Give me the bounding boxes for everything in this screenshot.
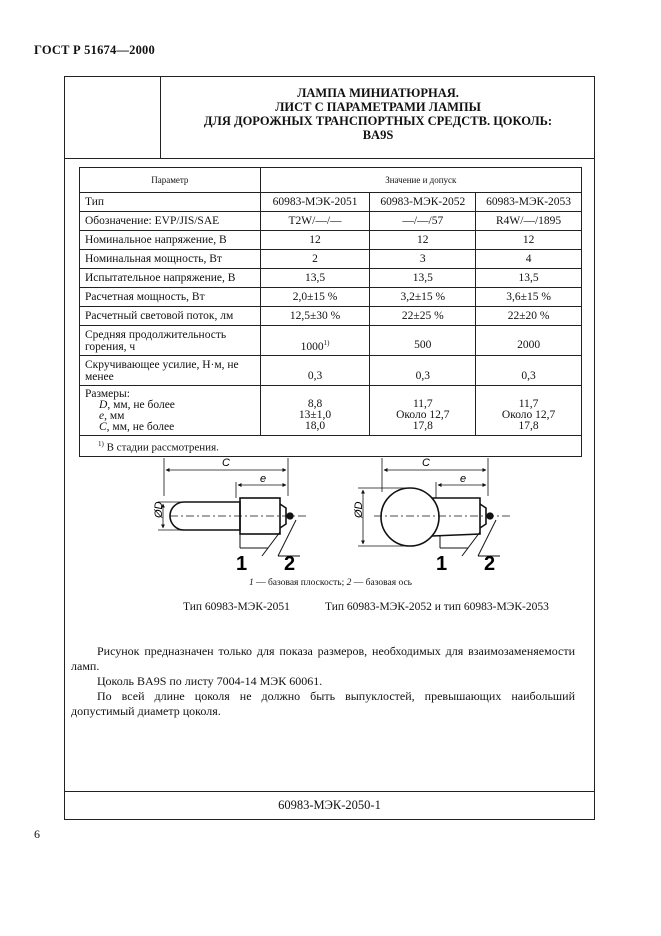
caption-text: — базовая ось — [351, 578, 413, 588]
value-cell: 0,3 — [260, 356, 370, 386]
table-row — [80, 307, 582, 326]
title-line: BA9S — [362, 128, 394, 142]
lamp-drawings — [140, 452, 530, 572]
lamp-2052-label-d: ØD — [353, 501, 365, 518]
table-row-dimensions — [80, 386, 582, 436]
page-number: 6 — [34, 827, 40, 841]
type-label-left: Тип 60983-МЭК-2051 — [183, 601, 290, 613]
value-cell: 4 — [476, 250, 582, 269]
lamp-2051-label-1: 1 — [236, 553, 248, 572]
dim-value: 8,8 — [307, 398, 323, 410]
footnote-text: В стадии рассмотрения. — [106, 441, 219, 454]
lamp-2052-label-2: 2 — [484, 553, 496, 572]
title-line: ДЛЯ ДОРОЖНЫХ ТРАНСПОРТНЫХ СРЕДСТВ. ЦОКОЛЬ: — [203, 114, 553, 128]
lamp-2052-drawing — [358, 458, 510, 556]
value-cell: 12,5±30 % — [260, 307, 370, 326]
param-cell: Скручивающее усилие, Н·м, не менее — [80, 356, 261, 386]
value-cell: T2W/—/— — [260, 212, 370, 231]
caption-text: — базовая плоскость; — [253, 578, 347, 588]
param-cell: Номинальная мощность, Вт — [80, 250, 261, 269]
value-cell — [260, 386, 370, 436]
parameters-table — [79, 167, 582, 457]
value-cell — [370, 386, 476, 436]
dim-symbol: C — [99, 420, 107, 433]
value-cell: R4W/—/1895 — [476, 212, 582, 231]
dim-text: , мм, не более — [107, 398, 175, 411]
param-cell — [80, 386, 261, 436]
dim-value: Около 12,7 — [396, 409, 450, 421]
dim-value: Около 12,7 — [501, 409, 556, 421]
value-cell: —/—/57 — [370, 212, 476, 231]
paragraph: Рисунок предназначен только для показа размеров, необходимых для взаимозаменяемости ламп. — [71, 644, 575, 673]
value-cell: 3,6±15 % — [476, 288, 582, 307]
lamp-2051-label-2: 2 — [284, 553, 296, 572]
lamp-2051-label-c: C — [222, 457, 230, 469]
param-cell: Расчетный световой поток, лм — [80, 307, 261, 326]
title-line: ЛАМПА МИНИАТЮРНАЯ. — [297, 86, 459, 100]
value-cell: 3 — [370, 250, 476, 269]
value-cell — [476, 386, 582, 436]
table-row — [80, 212, 582, 231]
figure-caption — [0, 578, 661, 588]
dim-value: 18,0 — [304, 420, 326, 432]
table-row — [80, 193, 582, 212]
param-cell: Номинальное напряжение, В — [80, 231, 261, 250]
caption-ref-1: 1 — [248, 578, 254, 588]
dim-value: 17,8 — [412, 420, 433, 432]
value-cell: 60983-МЭК-2051 — [260, 193, 370, 212]
sheet-title — [161, 86, 595, 142]
value-cell: 12 — [476, 231, 582, 250]
value-cell: 22±20 % — [476, 307, 582, 326]
title-block — [65, 77, 594, 159]
value-cell: 13,5 — [370, 269, 476, 288]
dim-value: 17,8 — [518, 420, 539, 432]
lamp-2052-label-1: 1 — [436, 553, 448, 572]
value-cell: 2000 — [476, 326, 582, 356]
value-cell: 0,3 — [476, 356, 582, 386]
sheet-footer — [65, 791, 594, 819]
value-cell: 13,5 — [476, 269, 582, 288]
dim-text: , мм, не более — [106, 420, 175, 433]
dims-heading: Размеры: — [85, 387, 130, 400]
value-cell: 12 — [260, 231, 370, 250]
footnote-mark: 1) — [98, 440, 104, 448]
dim-value: 11,7 — [518, 398, 539, 410]
param-cell: Средняя продолжительность горения, ч — [80, 326, 261, 356]
value-cell: 2 — [260, 250, 370, 269]
table-row — [80, 231, 582, 250]
value-cell — [260, 326, 370, 356]
value-cell: 22±25 % — [370, 307, 476, 326]
value-cell: 12 — [370, 231, 476, 250]
lamp-2051-drawing — [158, 458, 308, 556]
dim-symbol: D — [99, 398, 108, 411]
value-cell: 0,3 — [370, 356, 476, 386]
table-row — [80, 356, 582, 386]
value-cell: 60983-МЭК-2053 — [476, 193, 582, 212]
document-header: ГОСТ Р 51674—2000 — [34, 43, 155, 57]
table-row — [80, 326, 582, 356]
value-cell: 60983-МЭК-2052 — [370, 193, 476, 212]
footnote-ref: 1) — [323, 338, 330, 347]
dim-text: , мм — [104, 409, 125, 422]
value-cell: 2,0±15 % — [260, 288, 370, 307]
lamp-2052-label-c: C — [422, 457, 430, 469]
lamp-2051-label-e: e — [260, 473, 267, 485]
dim-value: 11,7 — [412, 398, 433, 410]
table-row — [80, 269, 582, 288]
value-cell: 13,5 — [260, 269, 370, 288]
dim-symbol: e — [99, 409, 105, 422]
table-row — [80, 288, 582, 307]
table-row — [80, 250, 582, 269]
title-line: ЛИСТ С ПАРАМЕТРАМИ ЛАМПЫ — [275, 100, 481, 114]
lamp-2052-label-e: e — [460, 473, 467, 485]
column-header-value: Значение и допуск — [260, 168, 581, 193]
dim-value: 13±1,0 — [298, 409, 332, 421]
param-cell: Испытательное напряжение, В — [80, 269, 261, 288]
column-header-param: Параметр — [80, 168, 261, 193]
paragraph: Цоколь BA9S по листу 7004-14 МЭК 60061. — [97, 674, 323, 688]
table-header-row — [80, 168, 582, 193]
param-cell: Расчетная мощность, Вт — [80, 288, 261, 307]
value-cell: 500 — [370, 326, 476, 356]
param-cell: Тип — [80, 193, 261, 212]
life-value: 1000 — [300, 340, 324, 353]
caption-ref-2: 2 — [346, 578, 352, 588]
param-cell: Обозначение: EVP/JIS/SAE — [80, 212, 261, 231]
title-block-left-cell — [65, 77, 161, 158]
value-cell: 3,2±15 % — [370, 288, 476, 307]
lamp-2051-label-d: ØD — [153, 501, 165, 518]
paragraph: По всей длине цоколя не должно быть выпуклостей, превышающих наибольший допустимый диаметр цоколя. — [71, 689, 575, 718]
sheet-code: 60983-МЭК-2050-1 — [278, 798, 381, 812]
type-label-right: Тип 60983-МЭК-2052 и тип 60983-МЭК-2053 — [325, 601, 549, 613]
